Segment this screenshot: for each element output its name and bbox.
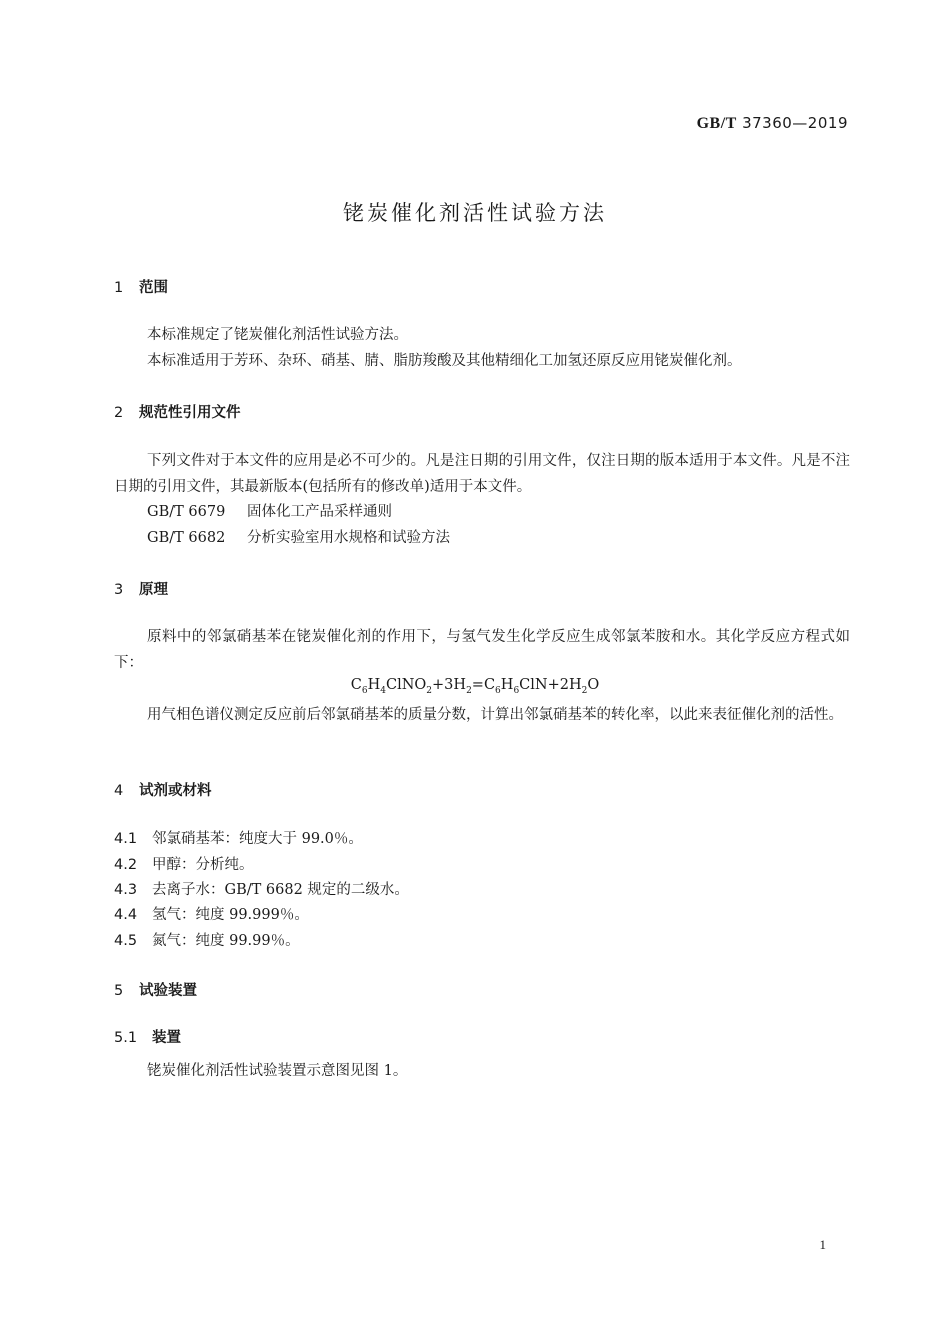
item-text: 去离子水：GB/T 6682 规定的二级水。 bbox=[152, 882, 409, 898]
item-number: 4.3 bbox=[114, 882, 138, 898]
section-number: 2 bbox=[114, 405, 124, 421]
standard-suffix: 37360—2019 bbox=[742, 114, 848, 132]
item-text: 甲醇：分析纯。 bbox=[152, 857, 254, 873]
section-number: 4 bbox=[114, 783, 124, 799]
section-3-heading bbox=[114, 578, 168, 599]
section-number: 1 bbox=[114, 280, 124, 296]
list-item bbox=[114, 878, 409, 899]
reference-title: 分析实验室用水规格和试验方法 bbox=[247, 530, 450, 546]
chemical-equation: $C_6H_4ClNO_2+3H_2=C_6H_6ClN+2H_2O$ bbox=[350, 677, 600, 696]
item-text: 邻氯硝基苯：纯度大于 99.0％。 bbox=[152, 831, 363, 847]
item-number: 4.4 bbox=[114, 907, 138, 923]
section-5-1-heading bbox=[114, 1026, 181, 1047]
list-item bbox=[114, 853, 254, 874]
paragraph: 本标准适用于芳环、杂环、硝基、腈、脂肪羧酸及其他精细化工加氢还原反应用铑炭催化剂。 bbox=[147, 353, 742, 369]
list-item bbox=[114, 903, 309, 924]
item-text: 氮气：纯度 99.99％。 bbox=[152, 933, 300, 949]
section-title: 规范性引用文件 bbox=[139, 405, 241, 421]
paragraph: 本标准规定了铑炭催化剂活性试验方法。 bbox=[147, 327, 408, 343]
item-number: 4.5 bbox=[114, 933, 138, 949]
reference-title: 固体化工产品采样通则 bbox=[247, 504, 392, 520]
section-2-heading bbox=[114, 401, 241, 422]
item-number: 4.1 bbox=[114, 831, 138, 847]
section-4-heading bbox=[114, 779, 212, 800]
section-number: 5 bbox=[114, 983, 124, 999]
standard-prefix: GB/T bbox=[696, 115, 737, 132]
document-title: 铑炭催化剂活性试验方法 bbox=[343, 201, 607, 225]
section-number: 3 bbox=[114, 582, 124, 598]
paragraph: 原料中的邻氯硝基苯在铑炭催化剂的作用下，与氢气发生化学反应生成邻氯苯胺和水。其化学反应方程式如下： bbox=[114, 629, 850, 671]
item-text: 氢气：纯度 99.999％。 bbox=[152, 907, 309, 923]
section-1-heading bbox=[114, 276, 168, 297]
section-number: 5.1 bbox=[114, 1030, 138, 1046]
page-number: 1 bbox=[819, 1237, 826, 1252]
section-title: 原理 bbox=[139, 582, 168, 598]
paragraph: 用气相色谱仪测定反应前后邻氯硝基苯的质量分数，计算出邻氯硝基苯的转化率，以此来表征催化剂的活性。 bbox=[147, 707, 843, 723]
list-item bbox=[114, 929, 300, 950]
normative-reference bbox=[147, 500, 392, 521]
normative-reference bbox=[147, 526, 450, 547]
section-5-heading bbox=[114, 979, 197, 1000]
item-number: 4.2 bbox=[114, 857, 138, 873]
paragraph: 铑炭催化剂活性试验装置示意图见图 1。 bbox=[147, 1063, 408, 1079]
section-title: 试验装置 bbox=[139, 983, 197, 999]
section-title: 装置 bbox=[152, 1030, 181, 1046]
standard-number bbox=[697, 114, 848, 133]
section-title: 试剂或材料 bbox=[139, 783, 212, 799]
list-item bbox=[114, 827, 363, 848]
section-title: 范围 bbox=[139, 280, 168, 296]
reference-code: GB/T 6682 bbox=[147, 530, 226, 546]
reference-code: GB/T 6679 bbox=[147, 504, 226, 520]
paragraph: 下列文件对于本文件的应用是必不可少的。凡是注日期的引用文件，仅注日期的版本适用于本文件。凡是不注日期的引用文件，其最新版本(包括所有的修改单)适用于本文件。 bbox=[114, 453, 850, 495]
